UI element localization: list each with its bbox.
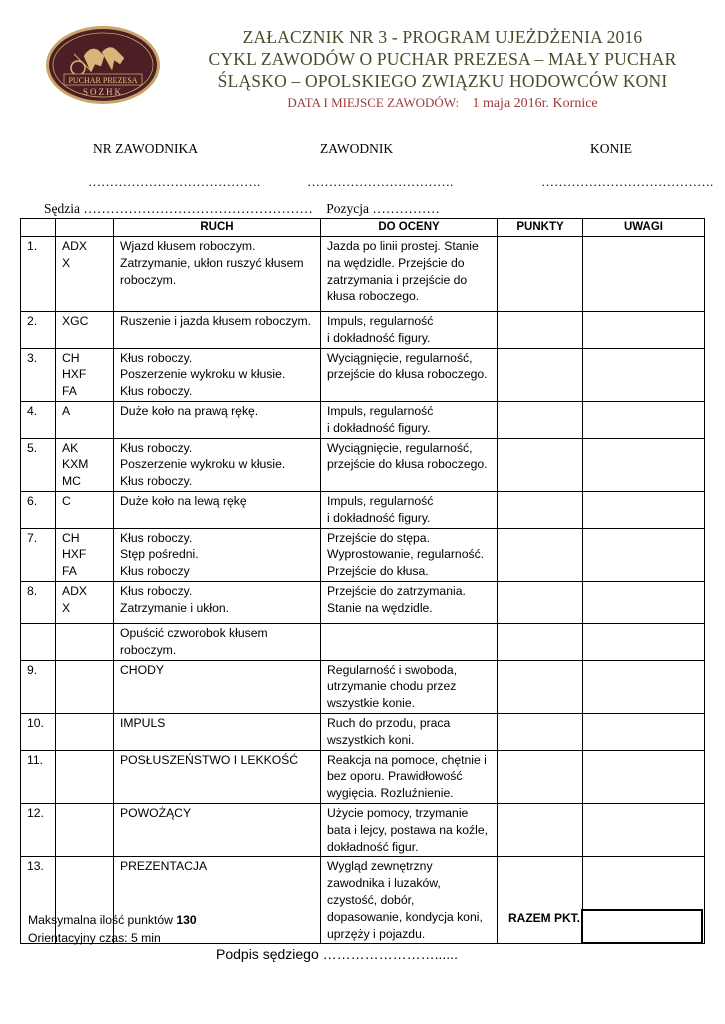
title-line-1: ZAŁACZNIK NR 3 - PROGRAM UJEŻDŻENIA 2016 xyxy=(242,27,643,47)
table-row xyxy=(21,491,705,528)
row-movement: Opuścić czworobok kłusem roboczym. xyxy=(114,623,321,660)
row-criteria: Jazda po linii prostej. Stanie na wędzidle. Przejście do zatrzymania i przejście do kłusa roboczego. xyxy=(321,237,498,312)
table-row xyxy=(21,237,705,312)
col-punkty-header: PUNKTY xyxy=(498,219,583,237)
row-criteria: Impuls, regularność i dokładność figury. xyxy=(321,401,498,438)
row-letters xyxy=(56,713,114,750)
row-remarks-cell[interactable] xyxy=(583,348,705,401)
date-line xyxy=(170,93,715,114)
row-remarks-cell[interactable] xyxy=(583,491,705,528)
row-criteria: Wyciągnięcie, regularność, przejście do kłusa roboczego. xyxy=(321,438,498,491)
svg-text:SOZHK: SOZHK xyxy=(82,87,124,97)
zawodnik-label: ZAWODNIK xyxy=(320,141,394,156)
row-letters: ADX X xyxy=(56,237,114,312)
row-movement: Kłus roboczy. Stęp pośredni. Kłus roboczy xyxy=(114,528,321,581)
row-remarks-cell[interactable] xyxy=(583,623,705,660)
row-number: 12. xyxy=(21,803,56,856)
row-criteria: Użycie pomocy, trzymanie bata i lejcy, postawa na koźle, dokładność figur. xyxy=(321,803,498,856)
row-number: 11. xyxy=(21,750,56,803)
zawodnik-field[interactable]: ……………………………. xyxy=(307,174,454,189)
sedzia-field[interactable]: Sędzia …………………………………………… xyxy=(44,201,313,216)
row-points-cell[interactable] xyxy=(498,312,583,349)
table-row xyxy=(21,312,705,349)
row-criteria: Przejście do stępa. Wyprostowanie, regularność. Przejście do kłusa. xyxy=(321,528,498,581)
row-criteria: Wygląd zewnętrzny zawodnika i luzaków, czystość, dobór, dopasowanie, kondycja koni, uprzęży i pojazdu. xyxy=(321,857,498,944)
table-row xyxy=(21,713,705,750)
row-remarks-cell[interactable] xyxy=(583,528,705,581)
footer-info xyxy=(28,911,197,947)
row-number: 9. xyxy=(21,660,56,713)
row-movement: IMPULS xyxy=(114,713,321,750)
title-line-3: ŚLĄSKO – OPOLSKIEGO ZWIĄZKU HODOWCÓW KONI xyxy=(217,71,668,91)
row-number: 13. xyxy=(21,857,56,944)
svg-text:PUCHAR PREZESA: PUCHAR PREZESA xyxy=(68,76,138,85)
row-criteria: Wyciągnięcie, regularność, przejście do kłusa roboczego. xyxy=(321,348,498,401)
max-points-value: 130 xyxy=(176,913,197,927)
razem-total-box[interactable] xyxy=(581,909,703,944)
konie-field[interactable]: …………………………………. xyxy=(541,174,714,189)
nr-zawodnika-label: NR ZAWODNIKA xyxy=(93,141,199,156)
row-criteria: Regularność i swoboda, utrzymanie chodu przez wszystkie konie. xyxy=(321,660,498,713)
table-row xyxy=(21,528,705,581)
row-points-cell[interactable] xyxy=(498,857,583,944)
row-criteria: Reakcja na pomoce, chętnie i bez oporu. Prawidłowość wygięcia. Rozluźnienie. xyxy=(321,750,498,803)
table-row xyxy=(21,803,705,856)
row-letters: ADX X xyxy=(56,581,114,623)
row-movement: CHODY xyxy=(114,660,321,713)
time-line: Orientacyjny czas: 5 min xyxy=(28,931,161,945)
row-remarks-cell[interactable] xyxy=(583,312,705,349)
razem-label: RAZEM PKT. xyxy=(508,911,580,925)
nr-zawodnika-field[interactable]: …………………………………. xyxy=(88,174,261,189)
row-number: 10. xyxy=(21,713,56,750)
row-number: 8. xyxy=(21,581,56,623)
row-points-cell[interactable] xyxy=(498,438,583,491)
row-remarks-cell[interactable] xyxy=(583,438,705,491)
col-do-oceny-header: DO OCENY xyxy=(321,219,498,237)
col-litery-header xyxy=(56,219,114,237)
row-movement: Ruszenie i jazda kłusem roboczym. xyxy=(114,312,321,349)
row-movement: Wjazd kłusem roboczym. Zatrzymanie, ukłon ruszyć kłusem roboczym. xyxy=(114,237,321,312)
row-points-cell[interactable] xyxy=(498,491,583,528)
row-points-cell[interactable] xyxy=(498,348,583,401)
row-points-cell[interactable] xyxy=(498,528,583,581)
table-header-row xyxy=(21,219,705,237)
row-letters: C xyxy=(56,491,114,528)
row-remarks-cell[interactable] xyxy=(583,750,705,803)
row-movement: POSŁUSZEŃSTWO I LEKKOŚĆ xyxy=(114,750,321,803)
title-line-2: CYKL ZAWODÓW O PUCHAR PREZESA – MAŁY PUCHAR xyxy=(208,49,677,69)
max-points-label: Maksymalna ilość punktów xyxy=(28,913,173,927)
date-value: 1 maja 2016r. Kornice xyxy=(472,96,598,111)
col-nr-header xyxy=(21,219,56,237)
row-points-cell[interactable] xyxy=(498,401,583,438)
row-movement: Duże koło na prawą rękę. xyxy=(114,401,321,438)
row-number: 1. xyxy=(21,237,56,312)
row-criteria: Impuls, regularność i dokładność figury. xyxy=(321,491,498,528)
konie-label: KONIE xyxy=(590,141,632,156)
row-movement: POWOŻĄCY xyxy=(114,803,321,856)
col-ruch-header: RUCH xyxy=(114,219,321,237)
row-criteria: Ruch do przodu, praca wszystkich koni. xyxy=(321,713,498,750)
row-letters: A xyxy=(56,401,114,438)
row-movement: Kłus roboczy. Poszerzenie wykroku w kłusie. Kłus roboczy. xyxy=(114,438,321,491)
row-points-cell[interactable] xyxy=(498,660,583,713)
row-letters: AK KXM MC xyxy=(56,438,114,491)
row-remarks-cell[interactable] xyxy=(583,581,705,623)
row-number xyxy=(21,623,56,660)
date-label: DATA I MIEJSCE ZAWODÓW: xyxy=(287,95,460,110)
row-number: 3. xyxy=(21,348,56,401)
row-movement: Kłus roboczy. Zatrzymanie i ukłon. xyxy=(114,581,321,623)
row-remarks-cell[interactable] xyxy=(583,713,705,750)
sozhk-logo xyxy=(44,24,162,106)
table-row xyxy=(21,348,705,401)
row-number: 5. xyxy=(21,438,56,491)
row-number: 2. xyxy=(21,312,56,349)
row-points-cell[interactable] xyxy=(498,623,583,660)
row-letters: CH HXF FA xyxy=(56,348,114,401)
table-row xyxy=(21,660,705,713)
row-letters: XGC xyxy=(56,312,114,349)
row-letters xyxy=(56,623,114,660)
row-remarks-cell[interactable] xyxy=(583,401,705,438)
row-letters xyxy=(56,750,114,803)
row-movement: PREZENTACJA xyxy=(114,857,321,944)
row-points-cell[interactable] xyxy=(498,803,583,856)
table-row xyxy=(21,623,705,660)
col-uwagi-header: UWAGI xyxy=(583,219,705,237)
row-points-cell[interactable] xyxy=(498,713,583,750)
table-row xyxy=(21,438,705,491)
row-points-cell[interactable] xyxy=(498,750,583,803)
table-row xyxy=(21,750,705,803)
row-movement: Kłus roboczy. Poszerzenie wykroku w kłusie. Kłus roboczy. xyxy=(114,348,321,401)
row-number: 7. xyxy=(21,528,56,581)
row-points-cell[interactable] xyxy=(498,581,583,623)
row-criteria xyxy=(321,623,498,660)
scoring-table xyxy=(20,218,705,944)
max-points-line xyxy=(28,911,197,929)
row-number: 4. xyxy=(21,401,56,438)
row-remarks-cell[interactable] xyxy=(583,803,705,856)
row-remarks-cell[interactable] xyxy=(583,237,705,312)
row-letters: CH HXF FA xyxy=(56,528,114,581)
row-criteria: Impuls, regularność i dokładność figury. xyxy=(321,312,498,349)
table-row xyxy=(21,581,705,623)
pozycja-field[interactable]: Pozycja …………… xyxy=(326,201,440,216)
row-number: 6. xyxy=(21,491,56,528)
judge-row xyxy=(44,201,450,217)
row-remarks-cell[interactable] xyxy=(583,660,705,713)
judge-signature[interactable]: Podpis sędziego ……………………...... xyxy=(216,946,458,962)
document-header xyxy=(170,26,715,114)
row-letters xyxy=(56,660,114,713)
row-criteria: Przejście do zatrzymania. Stanie na wędzidle. xyxy=(321,581,498,623)
table-row xyxy=(21,401,705,438)
row-points-cell[interactable] xyxy=(498,237,583,312)
row-movement: Duże koło na lewą rękę xyxy=(114,491,321,528)
row-letters xyxy=(56,803,114,856)
